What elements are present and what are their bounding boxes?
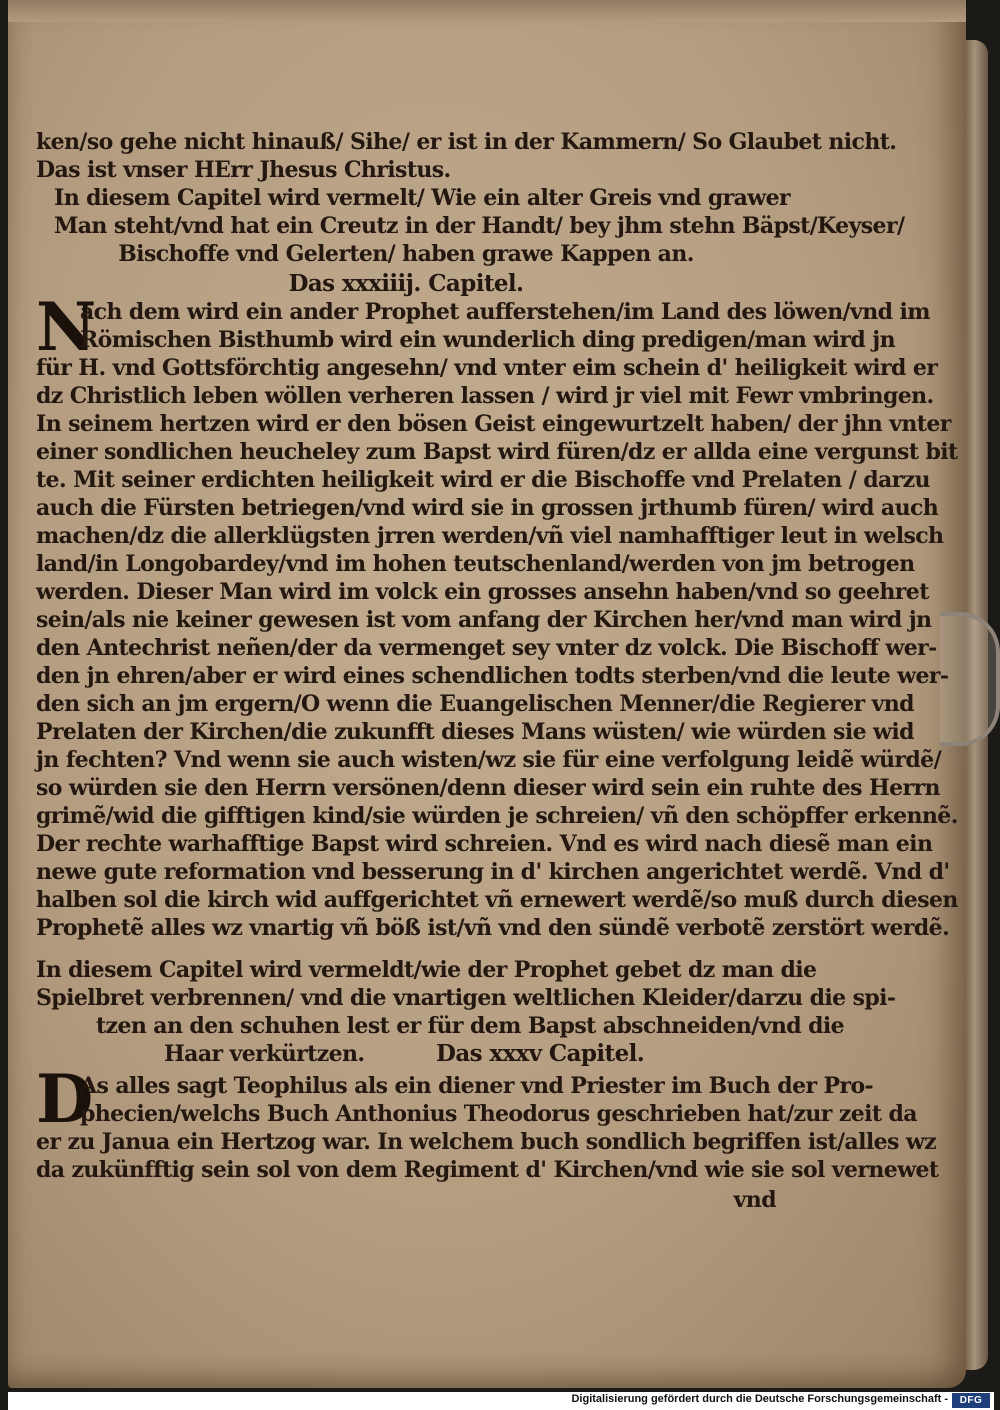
text-line: Das ist vnser HErr Jhesus Christus. <box>36 157 451 183</box>
footer-bar <box>8 1392 994 1410</box>
text-line: ken/so gehe nicht hinauß/ Sihe/ er ist in der Kammern/ So Glaubet nicht. <box>36 129 897 155</box>
chapter-heading: Das xxxiiij. Capitel. <box>288 270 524 297</box>
footer-credit: Digitalisierung gefördert durch die Deutsche Forschungsgemeinschaft - <box>571 1393 948 1405</box>
text-line: te. Mit seiner erdichten heiligkeit wird er die Bischoffe vnd Prelaten / darzu <box>36 467 930 493</box>
text-line: für H. vnd Gottsförchtig angesehn/ vnd vnter eim schein d' heiligkeit wird er <box>36 355 938 381</box>
catchword: vnd <box>733 1187 776 1213</box>
text-line: phecien/welchs Buch Anthonius Theodorus geschrieben hat/zur zeit da <box>80 1101 917 1127</box>
text-line: den Antechrist neñen/der da vermenget sey vnter dz volck. Die Bischoff wer- <box>36 635 937 661</box>
text-line: newe gute reformation vnd besserung in d' kirchen angerichtet werdẽ. Vnd d' <box>36 859 950 885</box>
text-line: so würden sie den Herrn versönen/denn dieser wird sein ein ruhte des Herrn <box>36 775 940 801</box>
dfg-logo-icon[interactable]: DFG <box>952 1393 990 1408</box>
text-line: jn fechten? Vnd wenn sie auch wisten/wz sie für eine verfolgung leidẽ würdẽ/ <box>36 747 942 773</box>
summary-line: In diesem Capitel wird vermeldt/wie der Prophet gebet dz man die <box>36 957 817 983</box>
summary-line: Spielbret verbrennen/ vnd die vnartigen weltlichen Kleider/darzu die spi- <box>36 985 896 1011</box>
text-line: halben sol die kirch wid auffgerichtet vñ ernewert werdẽ/so muß durch diesen <box>36 887 958 913</box>
text-line: Prophetẽ alles wz vnartig vñ böß ist/vñ vnd den sündẽ verbotẽ zerstört werdẽ. <box>36 915 950 941</box>
summary-line: Haar verkürtzen. <box>164 1041 365 1067</box>
text-line: In seinem hertzen wird er den bösen Geist eingewurtzelt haben/ der jhn vnter <box>36 411 951 437</box>
text-line: den jn ehren/aber er wird eines schendlichen todts sterben/vnd die leute wer- <box>36 663 949 689</box>
summary-line: In diesem Capitel wird vermelt/ Wie ein alter Greis vnd grawer <box>54 185 790 211</box>
summary-line: tzen an den schuhen lest er für dem Bapst abschneiden/vnd die <box>96 1013 845 1039</box>
text-block <box>36 128 958 1228</box>
text-line: grimẽ/wid die gifftigen kind/sie würden je schreien/ vñ den schöpffer erkennẽ. <box>36 803 958 829</box>
paper-clip <box>940 612 1000 746</box>
text-line: er zu Janua ein Hertzog war. In welchem buch sondlich begriffen ist/alles wz <box>36 1129 937 1155</box>
text-line: da zukünfftig sein sol von dem Regiment d' Kirchen/vnd wie sie sol vernewet <box>36 1157 939 1183</box>
text-line: werden. Dieser Man wird im volck ein grosses ansehn haben/vnd so geehret <box>36 579 929 605</box>
summary-line: Man steht/vnd hat ein Creutz in der Handt/ bey jhm stehn Bäpst/Keyser/ <box>54 213 905 239</box>
text-line: auch die Fürsten betriegen/vnd wird sie in grossen jrthumb füren/ wird auch <box>36 495 939 521</box>
summary-line: Bischoffe vnd Gelerten/ haben grawe Kappen an. <box>118 241 694 267</box>
text-line: Der rechte warhafftige Bapst wird schreien. Vnd es wird nach diesẽ man ein <box>36 831 933 857</box>
text-line: einer sondlichen heucheley zum Bapst wird füren/dz er allda eine vergunst bit <box>36 439 958 465</box>
text-line: land/in Longobardey/vnd im hohen teutschenland/werden von jm betrogen <box>36 551 915 577</box>
text-line: As alles sagt Teophilus als ein diener vnd Priester im Buch der Pro- <box>80 1073 874 1099</box>
chapter-heading: Das xxxv Capitel. <box>436 1040 645 1067</box>
text-line: Römischen Bisthumb wird ein wunderlich ding predigen/man wird jn <box>80 327 896 353</box>
dropcap: N <box>36 288 97 366</box>
page-top-edge <box>8 0 966 22</box>
text-line: Prelaten der Kirchen/die zukunfft dieses Mans wüsten/ wie würden sie wid <box>36 719 914 745</box>
text-line: ach dem wird ein ander Prophet aufferstehen/im Land des löwen/vnd im <box>80 299 930 325</box>
text-line: den sich an jm ergern/O wenn die Euangelischen Menner/die Regierer vnd <box>36 691 914 717</box>
text-line: sein/als nie keiner gewesen ist vom anfang der Kirchen her/vnd man wird jn <box>36 607 932 633</box>
text-line: dz Christlich leben wöllen verheren lassen / wird jr viel mit Fewr vmbringen. <box>36 383 934 409</box>
text-line: machen/dz die allerklügsten jrren werden/vñ viel namhafftiger leut in welsch <box>36 523 944 549</box>
dropcap: D <box>36 1060 94 1138</box>
